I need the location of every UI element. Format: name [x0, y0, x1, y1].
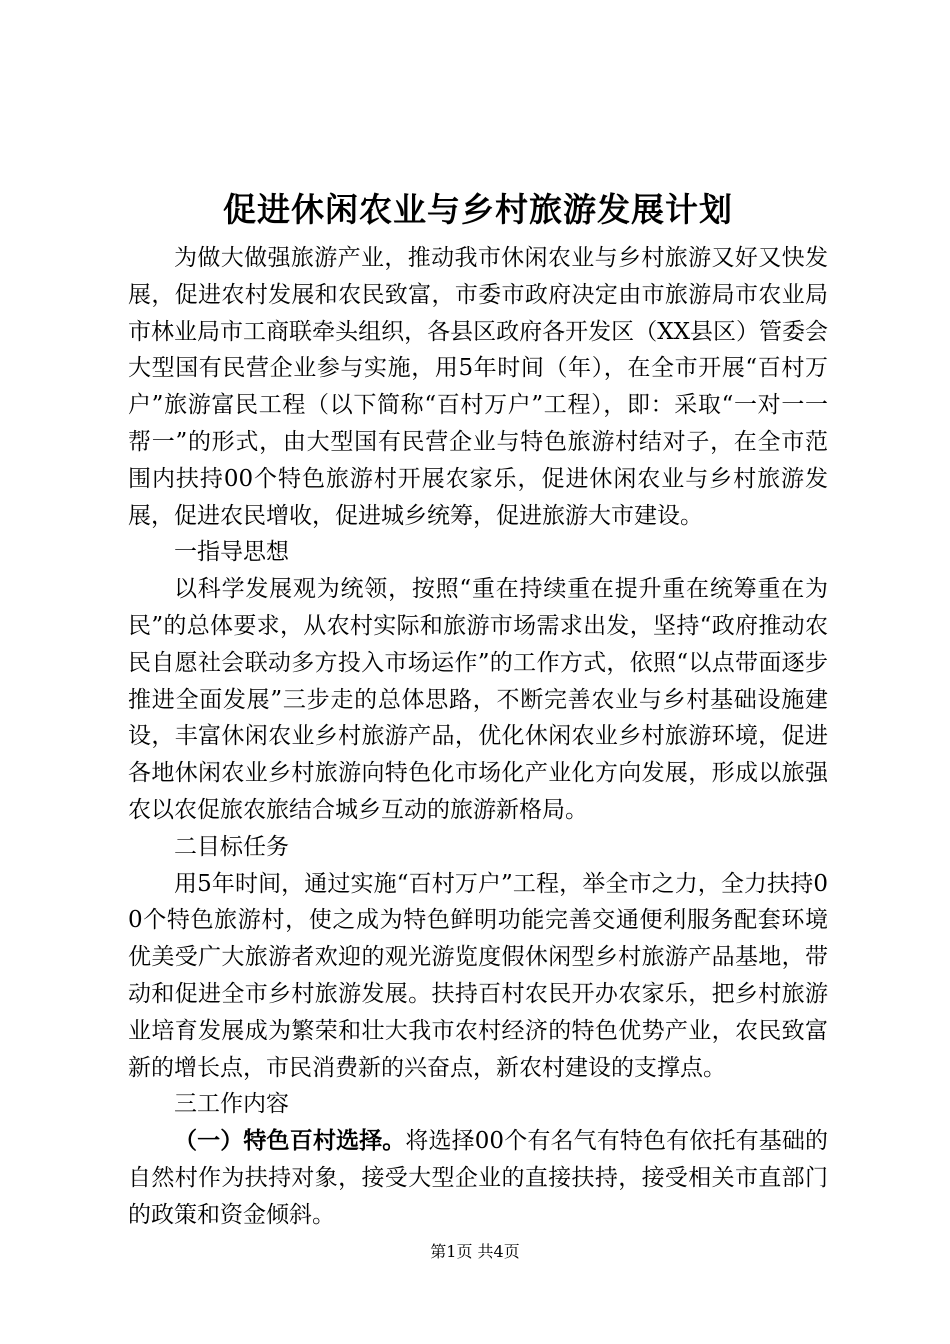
work-item-body: 将选择00个有名气有特色有依托有基础的自然村作为扶持对象，接受大型企业的直接扶持，接受相关市直部门的政策和资金倾斜。	[128, 1128, 828, 1228]
document-page	[128, 180, 828, 1234]
work-item-paragraph	[128, 1123, 828, 1233]
goals-paragraph: 用5年时间，通过实施“百村万户”工程，举全市之力，全力扶持00个特色旅游村，使之成为特色鲜明功能完善交通便利服务配套环境优美受广大旅游者欢迎的观光游览度假休闲型乡村旅游产品基地，带动和促进全市乡村旅游发展。扶持百村农民开办农家乐，把乡村旅游业培育发展成为繁荣和壮大我市农村经济的特色优势产业，农民致富新的增长点，市民消费新的兴奋点，新农村建设的支撑点。	[128, 870, 828, 1081]
section-heading-guiding-ideology: 一指导思想	[174, 539, 289, 566]
section-heading-work-content: 三工作内容	[174, 1091, 289, 1118]
work-item-lead: （一）特色百村选择。	[174, 1128, 406, 1155]
section-heading-goals: 二目标任务	[174, 833, 289, 860]
page-footer: 第1页 共4页	[430, 1242, 520, 1261]
intro-paragraph: 为做大做强旅游产业，推动我市休闲农业与乡村旅游又好又快发展，促进农村发展和农民致富，市委市政府决定由市旅游局市农业局市林业局市工商联牵头组织，各县区政府各开发区（XX县区）管委会大型国有民营企业参与实施，用5年时间（年），在全市开展“百村万户”旅游富民工程（以下简称“百村万户”工程），即：采取“一对一一帮一”的形式，由大型国有民营企业与特色旅游村结对子，在全市范围内扶持00个特色旅游村开展农家乐，促进休闲农业与乡村旅游发展，促进农民增收，促进城乡统筹，促进旅游大市建设。	[128, 245, 828, 529]
document-title: 促进休闲农业与乡村旅游发展计划	[223, 190, 733, 229]
guiding-ideology-paragraph: 以科学发展观为统领，按照“重在持续重在提升重在统筹重在为民”的总体要求，从农村实际和旅游市场需求出发，坚持“政府推动农民自愿社会联动多方投入市场运作”的工作方式，依照“以点带面逐步推进全面发展”三步走的总体思路，不断完善农业与乡村基础设施建设，丰富休闲农业乡村旅游产品，优化休闲农业乡村旅游环境，促进各地休闲农业乡村旅游向特色化市场化产业化方向发展，形成以旅强农以农促旅农旅结合城乡互动的旅游新格局。	[128, 576, 828, 823]
